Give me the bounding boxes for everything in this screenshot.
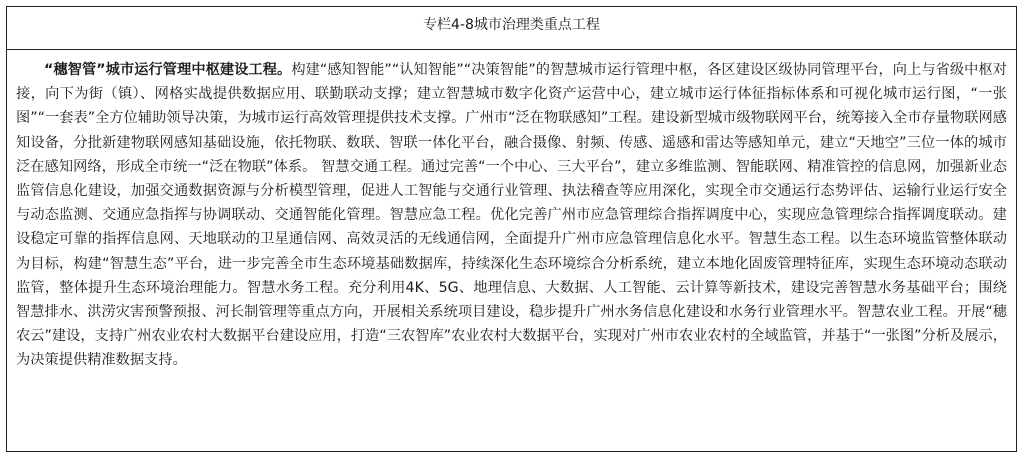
- box-body-text: 构建“感知智能”“认知智能”“决策智能”的智慧城市运行管理中枢，各区建设区级协同管理平台，向上与省级中枢对接，向下为街（镇）、网格实战提供数据应用、联勤联动支撑；建立智慧城市数字化资产运营中心，建立城市运行体征指标体系和可视化城市运行图，“一张图”“一套表”全方位辅助领导决策，为城市运行高效管理提供技术支撑。广州市“泛在物联感知”工程。建设新型城市级物联网平台，统筹接入全市存量物联网感知设备，分批新建物联网感知基础设施，依托物联、数联、智联一体化平台，融合摄像、射频、传感、遥感和雷达等感知单元，建立“天地空”三位一体的城市泛在感知网络，形成全市统一“泛在物联”体系。 智慧交通工程。通过完善“一个中心、三大平台”，建立多维监测、智能联网、精准管控的信息网，加强新业态监管信息化建设，加强交通数据资源与分析模型管理，促进人工智能与交通行业管理、执法稽查等应用深化，实现全市交通运行态势评估、运输行业运行安全与动态监测、交通应急指挥与协调联动、交通智能化管理。智慧应急工程。优化完善广州市应急管理综合指挥调度中心，实现应急管理综合指挥调度联动。建设稳定可靠的指挥信息网、天地联动的卫星通信网、高效灵活的无线通信网，全面提升广州市应急管理信息化水平。智慧生态工程。以生态环境监管整体联动为目标，构建“智慧生态”平台，进一步完善全市生态环境基础数据库，持续深化生态环境综合分析系统，建立本地化固废管理特征库，实现生态环境动态联动监管，整体提升生态环境治理能力。智慧水务工程。充分利用4K、5G、地理信息、大数据、人工智能、云计算等新技术，建设完善智慧水务基础平台；围绕智慧排水、洪涝灾害预警预报、河长制管理等重点方向，开展相关系统项目建设，稳步提升广州水务信息化建设和水务行业管理水平。智慧农业工程。开展“穗农云”建设，支持广州农业农村大数据平台建设应用，打造“三农智库”农业农村大数据平台，实现对广州市农业农村的全域监管，并基于“一张图”分析及展示，为决策提供精准数据支持。: [16, 62, 1007, 369]
- feature-box: [6, 6, 1017, 452]
- box-title: 专栏4-8城市治理类重点工程: [7, 7, 1016, 50]
- box-lead-heading: “穗智管”城市运行管理中枢建设工程。: [44, 62, 292, 78]
- box-body: [7, 50, 1016, 373]
